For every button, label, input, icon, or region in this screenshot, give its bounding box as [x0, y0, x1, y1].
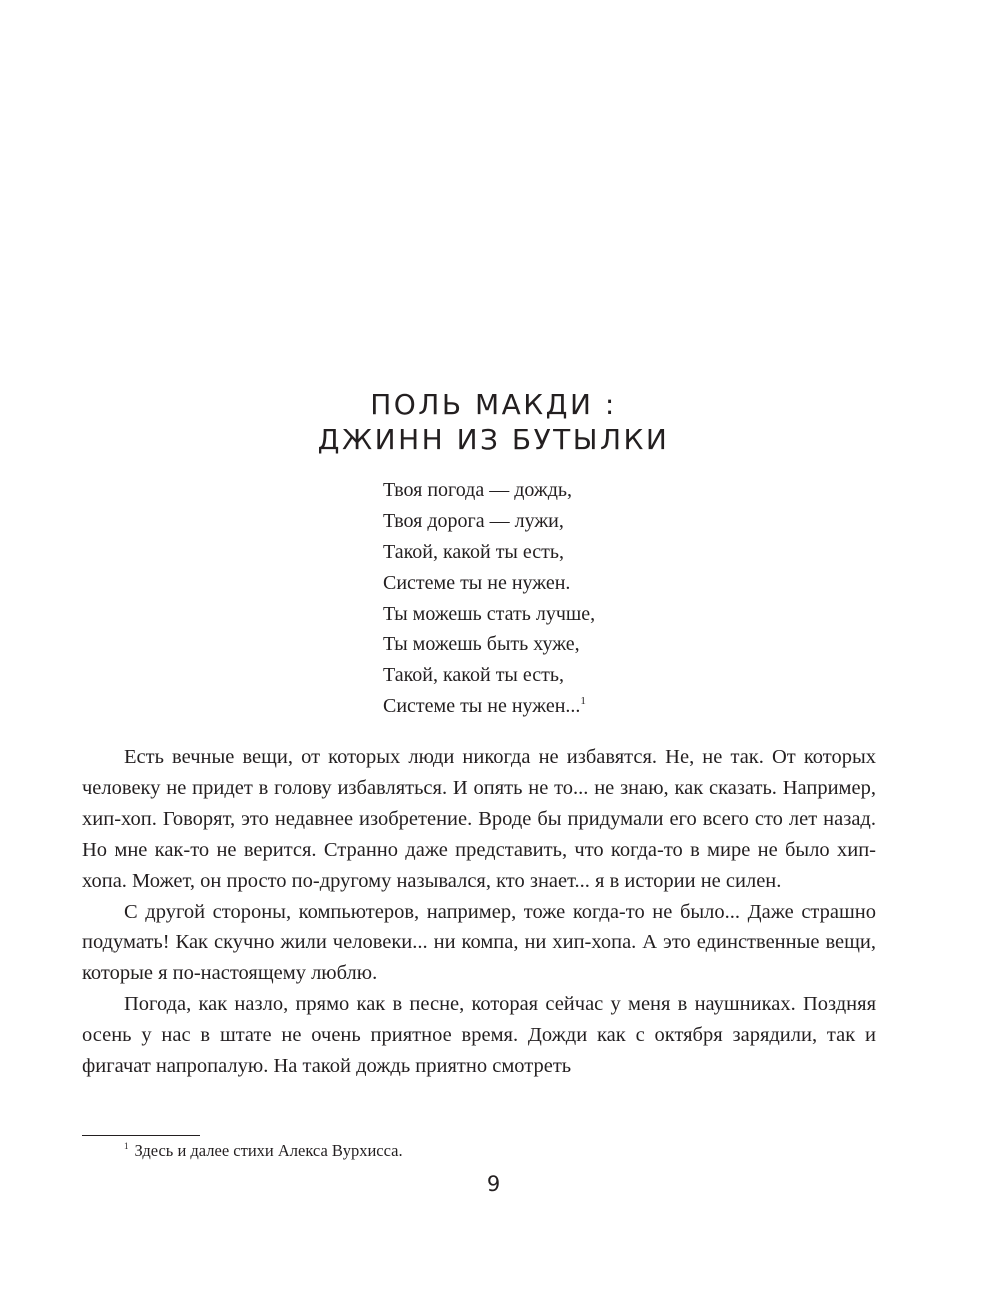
- poem-line: Такой, какой ты есть,: [383, 540, 564, 563]
- footnote-marker: 1: [124, 1141, 129, 1151]
- footnote-text: Здесь и далее стихи Алекса Вурхисса.: [134, 1141, 403, 1160]
- page-number: 9: [486, 1172, 501, 1196]
- footnote-divider: [82, 1135, 200, 1136]
- chapter-title-line1: ПОЛЬ МАКДИ :: [370, 388, 617, 421]
- poem-line: Системе ты не нужен.: [383, 571, 571, 594]
- poem-line: Ты можешь быть хуже,: [383, 633, 580, 656]
- paragraph: С другой стороны, компьютеров, например, тоже когда-то не было... Даже страшно подумать! Как скучно жили человеки... ни компа, ни хип-хопа. А это единственные вещи, которые я по-настоящему люблю.: [82, 900, 876, 985]
- epigraph-poem: [383, 475, 595, 722]
- chapter-title-line2: ДЖИНН ИЗ БУТЫЛКИ: [317, 423, 670, 456]
- body-text: [82, 742, 876, 1082]
- poem-line: Системе ты не нужен...: [383, 695, 581, 718]
- poem-line: Такой, какой ты есть,: [383, 664, 564, 687]
- footnote: [124, 1140, 403, 1162]
- footnote-reference[interactable]: 1: [580, 695, 586, 708]
- poem-line: Ты можешь стать лучше,: [383, 602, 596, 625]
- poem-line: Твоя погода — дождь,: [383, 479, 573, 501]
- poem-last-line: [383, 691, 595, 722]
- paragraph: Погода, как назло, прямо как в песне, которая сейчас у меня в наушниках. Поздняя осень у нас в штате не очень приятное время. Дожди как с октября зарядили, так и фигачат напропалую. На такой дождь приятно смотреть: [82, 993, 876, 1078]
- paragraph: Есть вечные вещи, от которых люди никогда не избавятся. Не, не так. От которых человеку не придет в голову избавляться. И опять не то... не знаю, как сказать. Например, хип-хоп. Говорят, это недавнее изобретение. Вроде бы придумали его всего сто лет назад. Но мне как-то не верится. Странно даже представить, что когда-то в мире не было хип-хопа. Может, он просто по-другому назывался, кто знает... я в истории не силен.: [82, 746, 876, 892]
- poem-line: Твоя дорога — лужи,: [383, 509, 564, 532]
